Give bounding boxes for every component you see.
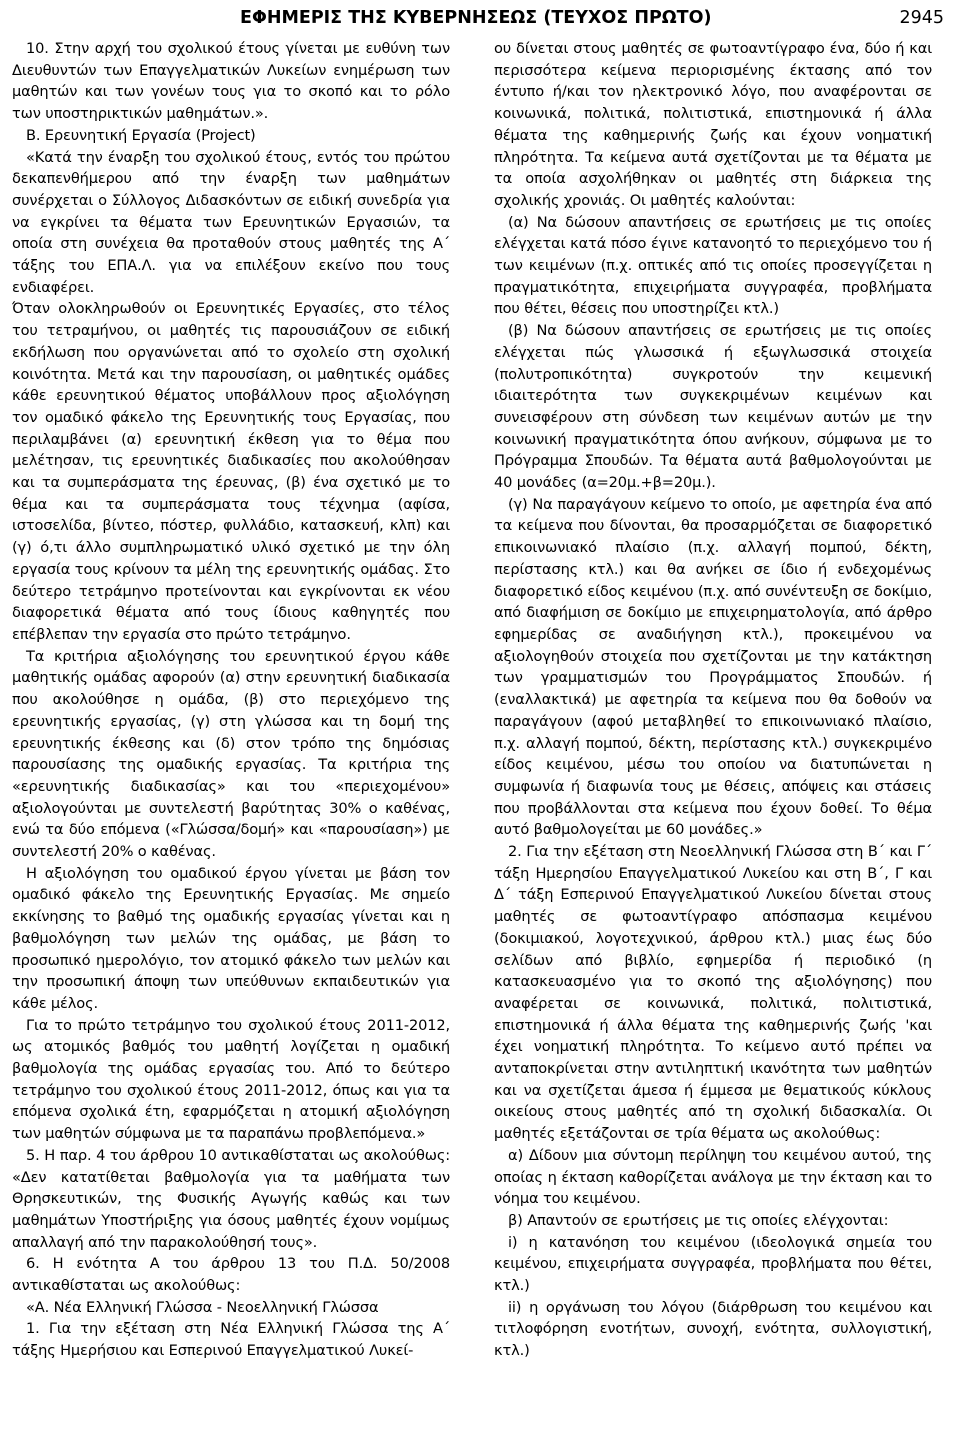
paragraph-project-presentation: Όταν ολοκληρωθούν οι Ερευνητικές Εργασίες, στο τέλος του τετραμήνου, οι μαθητές τις παρουσιάζουν σε ειδική εκδήλωση που οργανώνεται από το σχολείο στη σχολική κοινότητα. Μετά και την παρουσίαση, οι μαθητικές ομάδες κάθε ερευνητικού θέματος υποβάλλουν προς αξιολόγηση τον ομαδικό φάκελο της Ερευνητικής τους Εργασίας, που περιλαμβάνει (α) ερευνητική έκθεση για το θέμα που μελέτησαν, τις ερευνητικές διαδικασίες που ακολούθησαν και τα συμπεράσματα της έρευνας, (β) ένα σχετικό με το θέμα και τα συμπεράσματα τους τέχνημα (αφίσα, ιστοσελίδα, βίντεο, πόστερ, φυλλάδιο, κατασκευή, κλπ) και (γ) ό,τι άλλο συμπληρωματικό υλικό σχετικό με την όλη εργασία τους κρίνουν τα μέλη της ερευνητικής ομάδας. Στο δεύτερο τετράμηνο προτείνονται και εγκρίνονται εκ νέου διαφορετικά θέματα από τους ίδιους καθηγητές που επέβλεπαν την εργασία στο πρώτο τετράμηνο. <box>12 300 450 643</box>
subsection-heading-a: «Α. Νέα Ελληνική Γλώσσα - Νεοελληνική Γλώσσα <box>26 1298 379 1316</box>
paragraph-first-term: Για το πρώτο τετράμηνο του σχολικού έτους 2011-2012, ως ατομικός βαθμός του μαθητή λογίζεται η ομαδική βαθμολογία της ομάδας εργασίας του. Από το δεύτερο τετράμηνο του σχολικού έτους 2011-2012, όπως και για τα επόμενα σχολικά έτη, εφαρμόζεται η ατομική αξιολόγηση των μαθητών σύμφωνα με τα παραπάνω προβλεπόμενα.» <box>12 1016 450 1143</box>
paragraph-b-questions: β) Απαντούν σε ερωτήσεις με τις οποίες ελέγχονται: <box>508 1211 889 1229</box>
paragraph-group-evaluation: Η αξιολόγηση του ομαδικού έργου γίνεται με βάση τον ομαδικό φάκελο της Ερευνητικής Εργασίας. Με σημείο εκκίνησης το βαθμό της ομαδικής εργασίας γίνεται και η βαθμολόγηση των μελών της ομάδας, με βάση το προσωπικό ημερολόγιο, τον ατομικό φάκελο των μελών και την προσωπική άποψη των υπεύθυνων εκπαιδευτικών για κάθε μέλος. <box>12 864 450 1012</box>
paragraph-beta: (β) Να δώσουν απαντήσεις σε ερωτήσεις με τις οποίες ελέγχεται πώς γλωσσικά ή εξωγλωσσικά στοιχεία (πολυτροπικότητα) συγκροτούν την κειμενική ιδιαιτερότητα των συγκεκριμένων κειμένων και συνεισφέρουν στη σύνδεση των κειμένων αυτών με την κοινωνική πραγματικότητα όπου ανήκουν, σύμφωνα με το Πρόγραμμα Σπουδών. Τα θέματα αυτά βαθμολογούνται με 40 μονάδες (α=20μ.+β=20μ.). <box>494 322 932 492</box>
paragraph-project-intro: «Κατά την έναρξη του σχολικού έτους, εντός του πρώτου δεκαπενθήμερου από την έναρξη των μαθημάτων συνέρχεται ο Σύλλογος Διδασκόντων σε ειδική συνεδρία για να εγκρίνει τα θέματα των Ερευνητικών Εργασιών, τα οποία στη συνέχεια θα προταθούν στους μαθητές της Α΄ τάξης του ΕΠΑ.Λ. για να επιλέξουν εκείνο που τους ενδιαφέρει. <box>12 148 450 296</box>
paragraph-i-comprehension: i) η κατανόηση του κειμένου (ιδεολογικά σημεία του κειμένου, επιχειρήματα συγγραφέα, προβλήματα που θέτει, κτλ.) <box>494 1233 932 1295</box>
page-header <box>0 4 944 40</box>
paragraph-a-1: 1. Για την εξέταση στη Νέα Ελληνική Γλώσσα της Α΄ τάξης Ημερήσιου και Εσπερινού Επαγγελματικού Λυκεί- <box>12 1320 450 1360</box>
paragraph-continued: ου δίνεται στους μαθητές σε φωτοαντίγραφο ένα, δύο ή και περισσότερα κείμενα περιορισμένης έκτασης από τον έντυπο ή/και τον ηλεκτρονικό λόγο, που αναφέρονται σε κοινωνικά, πολιτικά, πολιτιστικά, επιστημονικά ή άλλα θέματα της καθημερινής ζωής και έχουν νοηματική πληρότητα. Τα κείμενα αυτά σχετίζονται με τα θέματα με τα οποία ασχολήθηκαν οι μαθητές στη διάρκεια της σχολικής χρονιάς. Οι μαθητές καλούνται: <box>494 40 932 209</box>
right-column <box>494 38 932 1428</box>
paragraph-item-5: 5. Η παρ. 4 του άρθρου 10 αντικαθίσταται ως ακολούθως: «Δεν κατατίθεται βαθμολογία για τα μαθήματα των Θρησκευτικών, της Φυσικής Αγωγής καθώς και των μαθημάτων Υποστήριξης για όσους μαθητές έχουν νομίμως απαλλαγή από την παρακολούθησή τους». <box>12 1146 450 1251</box>
left-column <box>12 38 450 1428</box>
gazette-title: ΕΦΗΜΕΡΙΣ ΤΗΣ ΚΥΒΕΡΝΗΣΕΩΣ (ΤΕΥΧΟΣ ΠΡΩΤΟ) <box>240 8 712 28</box>
paragraph-alpha: (α) Να δώσουν απαντήσεις σε ερωτήσεις με τις οποίες ελέγχεται κατά πόσο έγινε κατανοητό το περιεχόμενο του ή των κειμένων (π.χ. οπτικές από τις οποίες προσεγγίζεται η πραγματικότητα, επιχειρήματα συγγραφέα, προβλήματα που θέτει, θέσεις που υποστηρίζει κτλ.) <box>494 213 932 318</box>
paragraph-gamma: (γ) Να παραγάγουν κείμενο το οποίο, με αφετηρία ένα από τα κείμενα που δίνονται, θα προσαρμόζεται σε διαφορετικό επικοινωνιακό πλαίσιο (π.χ. αλλαγή πομπού, δέκτη, περίστασης κτλ.) και θα ανήκει σε ίδιο ή ενδεχομένως διαφορετικό είδος κειμένου (π.χ. από συνέντευξη σε δοκίμιο, από διαφήμιση σε δοκίμιο με επιχειρηματολογία, από άρθρο εφημερίδας σε αναδιήγηση κτλ.), προκειμένου να αξιολογηθούν στοιχεία που σχετίζονται με την κατάκτηση των γραμματισμών του Προγράμματος Σπουδών. ή (εναλλακτικά) με αφετηρία τα κείμενα που θα δοθούν να παραγάγουν (αφού μεταβληθεί το επικοινωνιακό πλαίσιο, π.χ. αλλαγή πομπού, δέκτη, περίστασης κτλ.) συγκεκριμένο είδος κειμένου, μέσω του οποίου να διατυπώνεται η συμφωνία ή διαφωνία τους με θέσεις, απόψεις και στάσεις που προβάλλονται στα κείμενα που έχουν δοθεί. Το θέμα αυτό βαθμολογείται με 60 μονάδες.» <box>494 495 932 839</box>
paragraph-item-6: 6. Η ενότητα Α του άρθρου 13 του Π.Δ. 50/2008 αντικαθίσταται ως ακολούθως: <box>12 1255 450 1295</box>
page-number: 2945 <box>899 8 944 28</box>
section-heading-project: Β. Ερευνητική Εργασία (Project) <box>26 126 256 144</box>
paragraph-10: 10. Στην αρχή του σχολικού έτους γίνεται με ευθύνη των Διευθυντών των Επαγγελματικών Λυκείων ενημέρωση των μαθητών και των γονέων τους για το σκοπό και το ρόλο των υποστηρικτικών μαθημάτων.». <box>12 40 450 123</box>
paragraph-item-2: 2. Για την εξέταση στη Νεοελληνική Γλώσσα στη Β΄ και Γ΄ τάξη Ημερησίου Επαγγελματικού Λυκείου και στη Β΄, Γ και Δ΄ τάξη Εσπερινού Επαγγελματικού Λυκείου δίνεται στους μαθητές σε φωτοαντίγραφο απόσπασμα κειμένου (δοκιμιακού, λογοτεχνικού, άρθρου κτλ.) μιας έως δύο σελίδων από βιβλίο, εφημερίδα ή περιοδικό (η κατασκευασμένο για το σκοπό της αξιολόγησης) που αναφέρεται σε κοινωνικά, πολιτικά, πολιτιστικά, επιστημονικά ή άλλα θέματα της καθημερινής ζωής 'και έχει νοηματική πληρότητα. Το κείμενο αυτό πρέπει να ανταποκρίνεται στην αντιληπτική ικανότητα των μαθητών και να σχετίζεται άμεσα ή έμμεσα με θεματικούς κύκλους οικείους στους μαθητές από τη σχολική διδασκαλία. Οι μαθητές εξετάζονται σε τρία θέματα ως ακολούθως: <box>494 843 932 1143</box>
paragraph-evaluation-criteria: Τα κριτήρια αξιολόγησης του ερευνητικού έργου κάθε μαθητικής ομάδας αφορούν (α) στην ερευνητική διαδικασία που ακολούθησε η ομάδα, (β) στο περιεχόμενο της ερευνητικής εργασίας, (γ) στη γλώσσα και τη δομή της ερευνητικής έκθεσης και (δ) στον τρόπο της δημόσιας παρουσίασης της ομαδικής εργασίας. Τα κριτήρια της «ερευνητικής διαδικασίας» και του «περιεχομένου» αξιολογούνται με συντελεστή βαρύτητας 30% ο καθένας, ενώ τα δύο επόμενα («Γλώσσα/δομή» και «παρουσίαση») με συντελεστή 20% ο καθένας. <box>12 647 450 861</box>
paragraph-a-summary: α) Δίδουν μια σύντομη περίληψη του κειμένου αυτού, της οποίας η έκταση καθορίζεται ανάλογα με την έκταση και το νόημα του κειμένου. <box>494 1146 932 1208</box>
paragraph-ii-organization: ii) η οργάνωση του λόγου (διάρθρωση του κειμένου και τιτλοφόρηση ενοτήτων, συνοχή, ενότητα, συλλογιστική, κτλ.) <box>494 1298 932 1360</box>
